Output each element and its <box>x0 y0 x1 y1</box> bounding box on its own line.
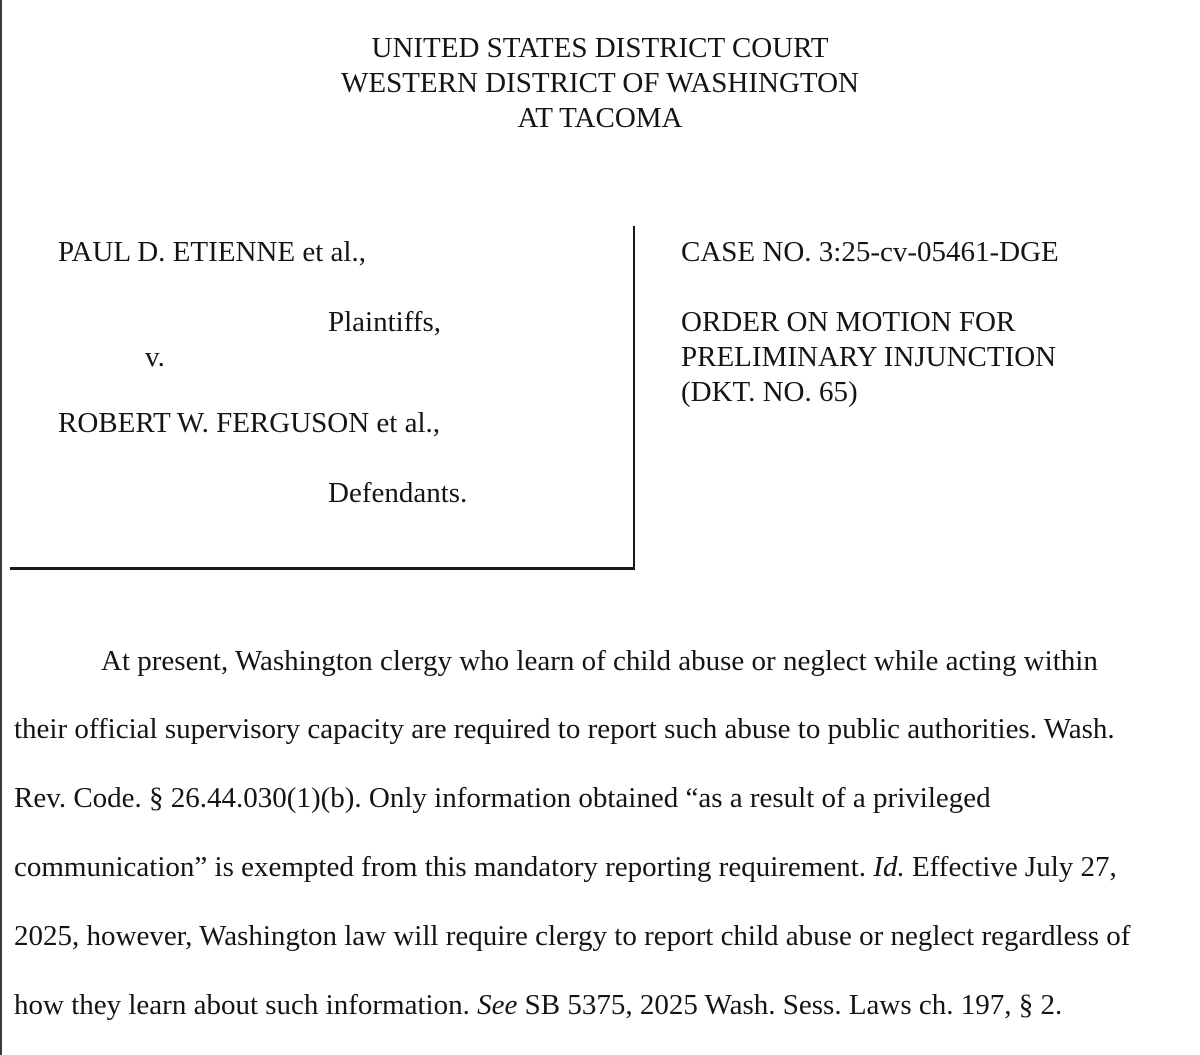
order-title-line-1: ORDER ON MOTION FOR <box>681 306 1016 338</box>
defendants-name: ROBERT W. FERGUSON et al., <box>58 407 441 439</box>
id-citation: Id. <box>873 851 905 883</box>
court-name: UNITED STATES DISTRICT COURT <box>371 32 829 64</box>
body-line-6-text: how they learn about such information. <box>14 989 478 1021</box>
caption-horizontal-divider <box>10 567 635 570</box>
plaintiffs-label: Plaintiffs, <box>328 306 442 338</box>
defendants-label: Defendants. <box>328 477 468 509</box>
body-line-5: 2025, however, Washington law will require clergy to report child abuse or neglect regardless of <box>14 920 1131 952</box>
case-number: CASE NO. 3:25-cv-05461-DGE <box>681 236 1059 268</box>
plaintiffs-name: PAUL D. ETIENNE et al., <box>58 236 366 268</box>
body-line-6-tail: SB 5375, 2025 Wash. Sess. Laws ch. 197, § 2. <box>517 989 1063 1021</box>
body-line-4-tail: Effective July 27, <box>904 851 1117 883</box>
body-line-4-text: communication” is exempted from this mandatory reporting requirement. <box>14 851 874 883</box>
body-line-4 <box>14 850 1117 885</box>
body-line-6 <box>14 988 1062 1023</box>
body-line-2: their official supervisory capacity are required to report such abuse to public authorities. Wash. <box>14 713 1115 745</box>
court-header <box>0 31 1200 136</box>
court-district: WESTERN DISTRICT OF WASHINGTON <box>341 67 859 99</box>
order-title-line-2: PRELIMINARY INJUNCTION <box>681 341 1057 373</box>
caption-vertical-divider <box>633 226 635 570</box>
left-margin-line <box>0 0 2 1055</box>
court-location: AT TACOMA <box>517 102 683 134</box>
versus-label: v. <box>145 341 165 373</box>
body-line-3: Rev. Code. § 26.44.030(1)(b). Only information obtained “as a result of a privileged <box>14 782 991 814</box>
order-title-line-3: (DKT. NO. 65) <box>681 376 858 408</box>
see-signal: See <box>477 989 518 1021</box>
body-line-1: At present, Washington clergy who learn of child abuse or neglect while acting within <box>101 645 1098 677</box>
